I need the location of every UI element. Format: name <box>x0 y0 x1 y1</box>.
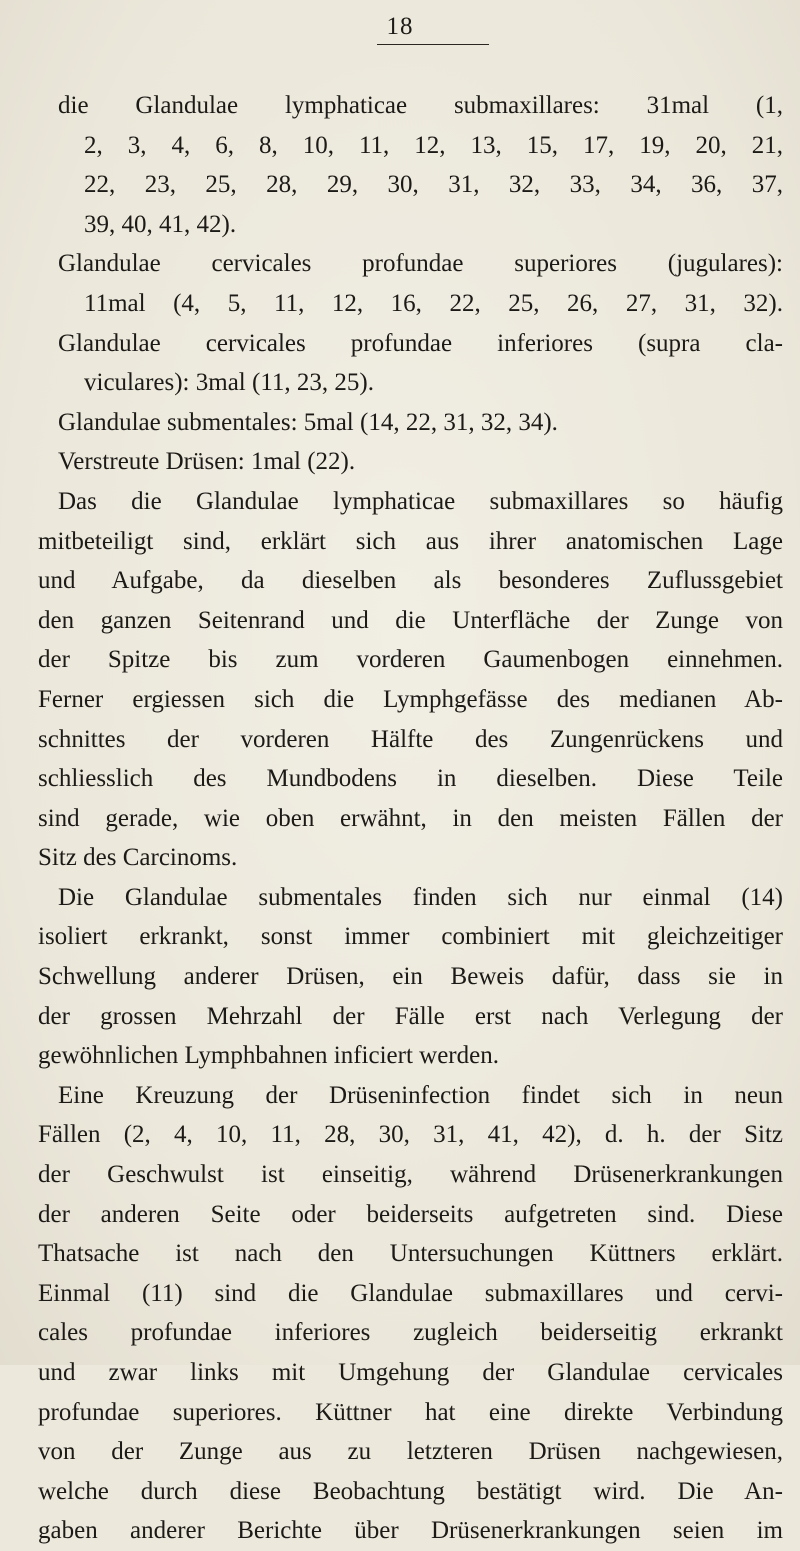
text-line: Sitz des Carcinoms. <box>38 844 238 872</box>
page-number: 18 <box>386 13 414 40</box>
text-line: mitbeteiligt sind, erklärt sich aus ihrer anatomischen Lage <box>38 527 783 555</box>
text-line: Verstreute Drüsen: 1mal (22). <box>58 448 356 476</box>
text-line: schliesslich des Mundbodens in dieselben. Diese Teile <box>38 765 783 793</box>
text-line: der Geschwulst ist einseitig, während Drüsenerkrankungen <box>38 1161 783 1189</box>
text-line: Glandulae cervicales profundae inferiores (supra cla- <box>58 329 783 357</box>
text-line: 2, 3, 4, 6, 8, 10, 11, 12, 13, 15, 17, 19, 20, 21, <box>84 131 783 159</box>
text-line: und zwar links mit Umgehung der Glandulae cervicales <box>38 1359 783 1386</box>
text-line: und Aufgabe, da dieselben als besonderes Zuflussgebiet <box>38 567 783 595</box>
text-line: der anderen Seite oder beiderseits aufgetreten sind. Diese <box>38 1200 783 1228</box>
text-line: Fällen (2, 4, 10, 11, 28, 30, 31, 41, 42), d. h. der Sitz <box>38 1121 783 1149</box>
text-line: 22, 23, 25, 28, 29, 30, 31, 32, 33, 34, 36, 37, <box>84 171 783 199</box>
text-line: 39, 40, 41, 42). <box>84 210 237 238</box>
text-line: Eine Kreuzung der Drüseninfection findet sich in neun <box>58 1081 783 1109</box>
text-line: sind gerade, wie oben erwähnt, in den meisten Fällen der <box>38 804 783 832</box>
text-line: die Glandulae lymphaticae submaxillares: 31mal (1, <box>58 92 783 119</box>
text-line: Die Glandulae submentales finden sich nur einmal (14) <box>58 883 783 911</box>
text-line: Glandulae cervicales profundae superiores (jugulares): <box>58 250 783 278</box>
text-line: Ferner ergiessen sich die Lymphgefässe des medianen Ab- <box>38 685 783 713</box>
text-line: 11mal (4, 5, 11, 12, 16, 22, 25, 26, 27, 31, 32). <box>84 289 783 317</box>
text-line: Einmal (11) sind die Glandulae submaxillares und cervi- <box>38 1279 783 1307</box>
text-line: von der Zunge aus zu letzteren Drüsen nachgewiesen, <box>38 1438 783 1466</box>
text-line: den ganzen Seitenrand und die Unterfläche der Zunge von <box>38 606 783 634</box>
text-line: gewöhnlichen Lymphbahnen inficiert werden. <box>38 1042 499 1070</box>
text-line: viculares): 3mal (11, 23, 25). <box>84 369 374 397</box>
text-line: isoliert erkrankt, sonst immer combiniert mit gleichzeitiger <box>38 923 783 951</box>
text-line: cales profundae inferiores zugleich beiderseitig erkrankt <box>38 1319 783 1347</box>
header-rule <box>377 44 489 45</box>
text-line: Schwellung anderer Drüsen, ein Beweis dafür, dass sie in <box>38 963 783 991</box>
text-line: profundae superiores. Küttner hat eine direkte Verbindung <box>38 1398 783 1426</box>
text-line: der grossen Mehrzahl der Fälle erst nach Verlegung der <box>38 1002 783 1030</box>
text-line: der Spitze bis zum vorderen Gaumenbogen einnehmen. <box>38 646 783 674</box>
body-text <box>38 86 783 1551</box>
text-line: Das die Glandulae lymphaticae submaxillares so häufig <box>58 487 783 515</box>
text-line: Glandulae submentales: 5mal (14, 22, 31, 32, 34). <box>58 408 558 436</box>
text-line: gaben anderer Berichte über Drüsenerkrankungen seien im <box>38 1517 783 1545</box>
text-line: Thatsache ist nach den Untersuchungen Küttners erklärt. <box>38 1240 783 1268</box>
text-line: welche durch diese Beobachtung bestätigt wird. Die An- <box>38 1477 783 1505</box>
text-line: schnittes der vorderen Hälfte des Zungenrückens und <box>38 725 783 753</box>
